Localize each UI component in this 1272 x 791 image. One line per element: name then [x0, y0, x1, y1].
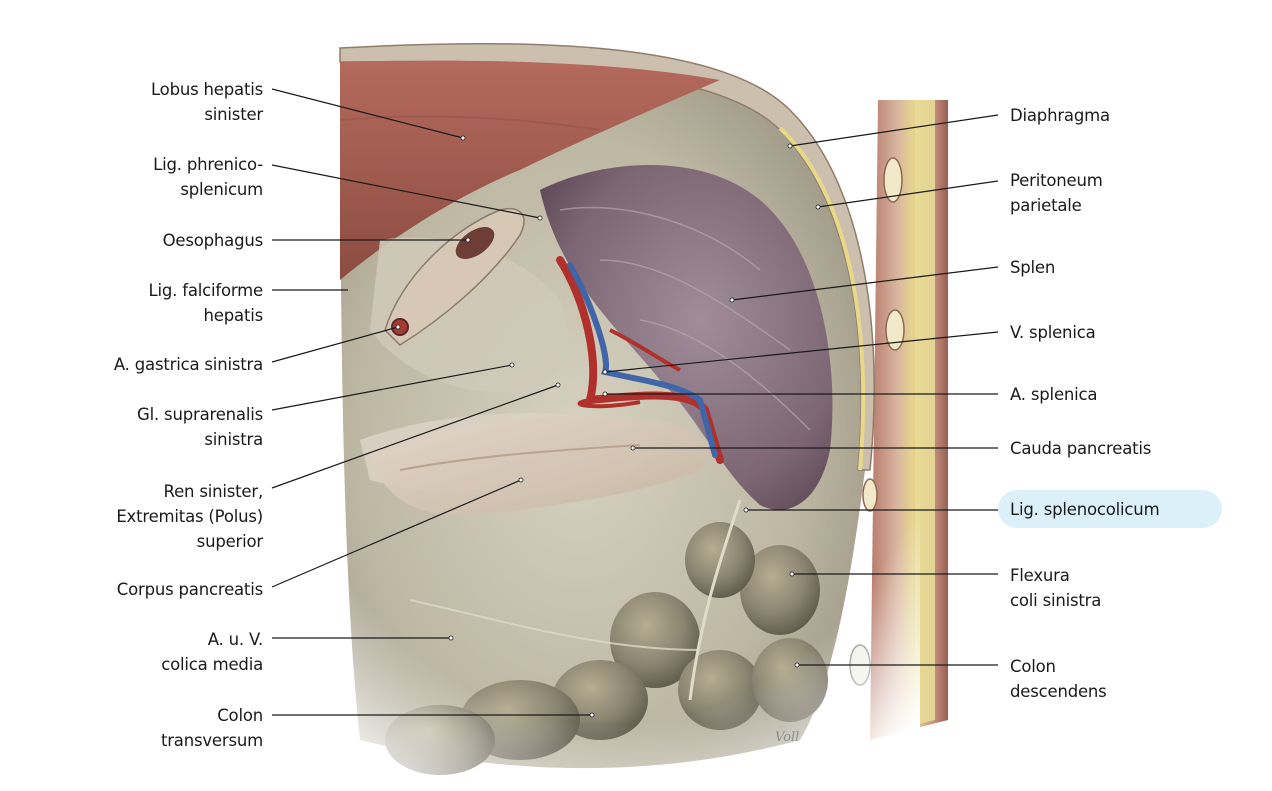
label-flexura-coli-sinistra: Flexura coli sinistra: [1010, 566, 1102, 610]
label-lig-splenocolicum: Lig. splenocolicum: [1010, 500, 1160, 519]
label-lig-phrenicosplenicum: Lig. phrenico- splenicum: [153, 155, 263, 199]
label-ren-sinister: Ren sinister, Extremitas (Polus) superior: [116, 482, 263, 551]
label-splen: Splen: [1010, 258, 1056, 277]
artist-signature: Voll: [775, 730, 800, 745]
label-corpus-pancreatis: Corpus pancreatis: [116, 580, 263, 599]
label-a-splenica: A. splenica: [1010, 385, 1098, 404]
label-v-splenica: V. splenica: [1010, 323, 1096, 342]
label-a-u-v-colica-media: A. u. V. colica media: [161, 630, 263, 674]
label-colon-descendens: Colon descendens: [1010, 657, 1107, 701]
label-peritoneum-parietale: Peritoneum parietale: [1010, 171, 1103, 215]
label-gl-suprarenalis-sinistra: Gl. suprarenalis sinistra: [137, 405, 263, 449]
label-diaphragma: Diaphragma: [1010, 106, 1110, 125]
label-lig-falciforme-hepatis: Lig. falciforme hepatis: [148, 281, 263, 325]
label-cauda-pancreatis: Cauda pancreatis: [1010, 439, 1152, 458]
label-colon-transversum: Colon transversum: [160, 706, 263, 750]
label-lobus-hepatis-sinister: Lobus hepatis sinister: [150, 80, 263, 124]
label-oesophagus: Oesophagus: [162, 231, 263, 250]
label-a-gastrica-sinistra: A. gastrica sinistra: [113, 355, 263, 374]
